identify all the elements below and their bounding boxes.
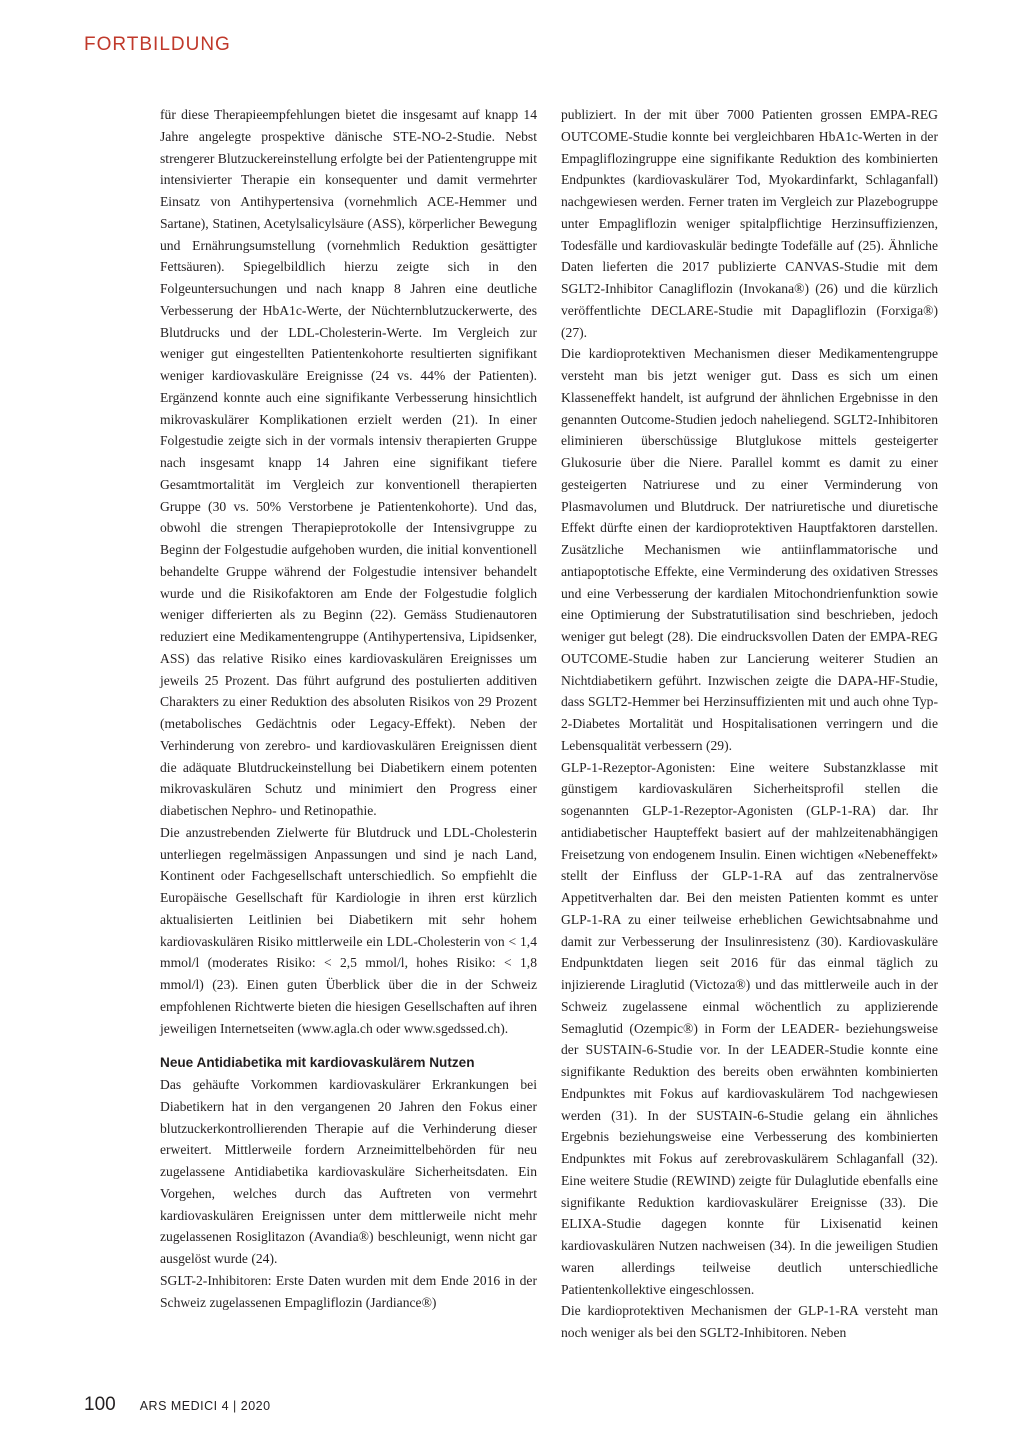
paragraph: Die kardioprotektiven Mechanismen der GLP-1-RA versteht man noch weniger als bei den SGLT2-Inhibitoren. Neben <box>561 1303 938 1340</box>
right-column <box>561 104 938 1344</box>
paragraph: Die kardioprotektiven Mechanismen dieser Medikamentengruppe versteht man bis jetzt weniger gut. Dass es sich um einen Klasseneffekt handelt, ist aufgrund der ähnlichen Ergebnisse in den genannten Outcome-Studien jedoch naheliegend. SGLT2-Inhibitoren eliminieren überschüssige Blutglukose mittels gesteigerter Glukosurie über die Niere. Parallel kommt es damit zu einer gesteigerten Natriurese und zu einer Verminderung von Plasmavolumen und Blutdruck. Der natriuretische und diuretische Effekt dürfte einen der kardioprotektiven Hauptfaktoren darstellen. Zusätzliche Mechanismen wie antiinflammatorische und antiapoptotische Effekte, eine Verminderung des oxidativen Stresses und eine Verbesserung der kardialen Mitochondrienfunktion sowie eine Optimierung der Substratutilisation sind beschrieben, jedoch weniger gut belegt (28). Die eindrucksvollen Daten der EMPA-REG OUTCOME-Studie haben zur Lancierung weiterer Studien an Nichtdiabetikern geführt. Inzwischen zeigte die DAPA-HF-Studie, dass SGLT2-Hemmer bei Herzinsuffizienten mit und auch ohne Typ-2-Diabetes Mortalität und Hospitalisationen verringern und die Lebensqualität verbessern (29). <box>561 346 938 753</box>
section-label: FORTBILDUNG <box>84 34 231 55</box>
page-number: 100 <box>84 1394 116 1415</box>
left-column <box>160 104 537 1313</box>
paragraph: GLP-1-Rezeptor-Agonisten: Eine weitere Substanzklasse mit günstigem kardiovaskulären Sicherheitsprofil stellen die sogenannten GLP-1-Rezeptor-Agonisten (GLP-1-RA) dar. Ihr antidiabetischer Haupteffekt basiert auf der mahlzeitenabhängigen Freisetzung von endogenem Insulin. Einen wichtigen «Nebeneffekt» stellt der Einfluss der GLP-1-RA auf das zentralnervöse Appetitverhalten dar. Bei den meisten Patienten kommt es unter GLP-1-RA zu einer teilweise erheblichen Gewichtsabnahme und damit zur Verbesserung der Insulinresistenz (30). Kardiovaskuläre Endpunktdaten liegen seit 2016 für das einmal täglich zu injizierende Liraglutid (Victoza®) und das mittlerweile auch in der Schweiz zugelassene einmal wöchentlich zu applizierende Semaglutid (Ozempic®) in Form der LEADER- beziehungsweise der SUSTAIN-6-Studie vor. In der LEADER-Studie konnte eine signifikante Reduktion des bereits oben erwähnten kombinierten Endpunktes mit Fokus auf kardiovaskulärem Tod nachgewiesen werden (31). In der SUSTAIN-6-Studie gelang ein ähnliches Ergebnis beziehungsweise eine Verbesserung des kombinierten Endpunktes mit Fokus auf zerebrovaskulärem Schlaganfall (32). Eine weitere Studie (REWIND) zeigte für Dulaglutide ebenfalls eine signifikante Reduktion kardiovaskulärer Ereignisse (33). Die ELIXA-Studie dagegen konnte für Lixisenatid keinen kardiovaskulären Nutzen nachweisen (34). In die jeweiligen Studien waren allerdings teilweise deutlich unterschiedliche Patientenkollektive eingeschlossen. <box>561 759 938 1297</box>
paragraph: publiziert. In der mit über 7000 Patienten grossen EMPA-REG OUTCOME-Studie konnte bei vergleichbaren HbA1c-Werten in der Empagliflozingruppe eine signifikante Reduktion des kombinierten Endpunktes (kardiovaskulärer Tod, Myokardinfarkt, Schlaganfall) nachgewiesen werden. Ferner traten im Vergleich zur Plazebogruppe unter Empagliflozin weniger spitalpflichtige Herzinsuffizienzen, Todesfälle und kardiovaskulär bedingte Todefälle auf (25). Ähnliche Daten lieferten die 2017 publizierte CANVAS-Studie mit dem SGLT2-Inhibitor Canagliflozin (Invokana®) (26) und die kürzlich veröffentlichte DECLARE-Studie mit Dapagliflozin (Forxiga®) (27). <box>561 107 938 340</box>
paragraph: Die anzustrebenden Zielwerte für Blutdruck und LDL-Cholesterin unterliegen regelmässigen Anpassungen und sind je nach Land, Kontinent oder Fachgesellschaft unterschiedlich. So empfiehlt die Europäische Gesellschaft für Kardiologie in ihren erst kürzlich aktualisierten Leitlinien bei Diabetikern mit sehr hohem kardiovaskulären Risiko mittlerweile ein LDL-Cholesterin von < 1,4 mmol/l (moderates Risiko: < 2,5 mmol/l, hohes Risiko: < 1,8 mmol/l) (23). Einen guten Überblick über die in der Schweiz empfohlenen Richtwerte bieten die hiesigen Gesellschaften auf ihren jeweiligen Internetseiten (www.agla.ch oder www.sgedssed.ch). <box>160 824 537 1036</box>
paragraph: Das gehäufte Vorkommen kardiovaskulärer Erkrankungen bei Diabetikern hat in den vergangenen 20 Jahren den Fokus einer blutzuckerkontrollierenden Therapie auf die Verhinderung dieser erweitert. Mittlerweile fordern Arzneimittelbehörden für neu zugelassene Antidiabetika kardiovaskuläre Sicherheitsdaten. Ein Vorgehen, welches durch das Auftreten von vermehrt kardiovaskulären Ereignissen unter dem mittlerweile nicht mehr zugelassenen Rosiglitazon (Avandia®) beschleunigt, wenn nicht gar ausgelöst wurde (24). <box>160 1077 537 1266</box>
paragraph: SGLT-2-Inhibitoren: Erste Daten wurden mit dem Ende 2016 in der Schweiz zugelassenen Empagliflozin (Jardiance®) <box>160 1272 537 1310</box>
page-footer <box>84 1394 271 1416</box>
section-heading: Neue Antidiabetika mit kardiovaskulärem Nutzen <box>160 1055 475 1071</box>
paragraph: für diese Therapieempfehlungen bietet die insgesamt auf knapp 14 Jahre angelegte prospektive dänische STE-NO-2-Studie. Nebst strengerer Blutzuckereinstellung erfolgte bei der Patientengruppe mit intensivierter Therapie ein konsequenter und damit vermehrter Einsatz von Antihypertensiva (vornehmlich ACE-Hemmer und Sartane), Statinen, Acetylsalicylsäure (ASS), körperlicher Bewegung und Ernährungsumstellung (vornehmlich Reduktion gesättigter Fettsäuren). Spiegelbildlich hierzu zeigte sich in den Folgeuntersuchungen und nach knapp 8 Jahren eine deutliche Verbesserung der HbA1c-Werte, der Nüchternblutzuckerwerte, des Blutdrucks und der LDL-Cholesterin-Werte. Im Vergleich zur weniger gut eingestellten Patientenkohorte resultierten signifikant weniger kardiovaskuläre Ereignisse (24 vs. 44% der Patienten). Ergänzend konnte auch eine signifikante Verbesserung hinsichtlich mikrovaskulärer Komplikationen erzielt werden (21). In einer Folgestudie zeigte sich in der vormals intensiv therapierten Gruppe nach insgesamt knapp 14 Jahren eine signifikant tiefere Gesamtmortalität im Vergleich zur konventionell therapierten Gruppe (30 vs. 50% Verstorbene je Patientenkohorte). Und das, obwohl die strengen Therapieprotokolle der Intensivgruppe zu Beginn der Folgestudie aufgehoben wurden, die initial konventionell behandelte Gruppe während der Folgestudie intensiver behandelt wurde und die Risikofaktoren am Ende der Folgestudie folglich weniger differierten als zu Beginn (22). Gemäss Studienautoren reduziert eine Medikamentengruppe (Antihypertensiva, Lipidsenker, ASS) das relative Risiko eines kardiovaskulären Ereignisses um jeweils 25 Prozent. Das führt aufgrund des postulierten additiven Charakters zu einer Reduktion des absoluten Risikos von 29 Prozent (metabolisches Gedächtnis oder Legacy-Effekt). Neben der Verhinderung von zerebro- und kardiovaskulären Ereignissen dient die adäquate Blutdruckeinstellung bei Diabetikern einem potenten mikrovaskulären Schutz und minimiert den Progress einer diabetischen Nephro- und Retinopathie. <box>160 107 537 818</box>
journal-name: ARS MEDICI 4 | 2020 <box>139 1399 271 1413</box>
